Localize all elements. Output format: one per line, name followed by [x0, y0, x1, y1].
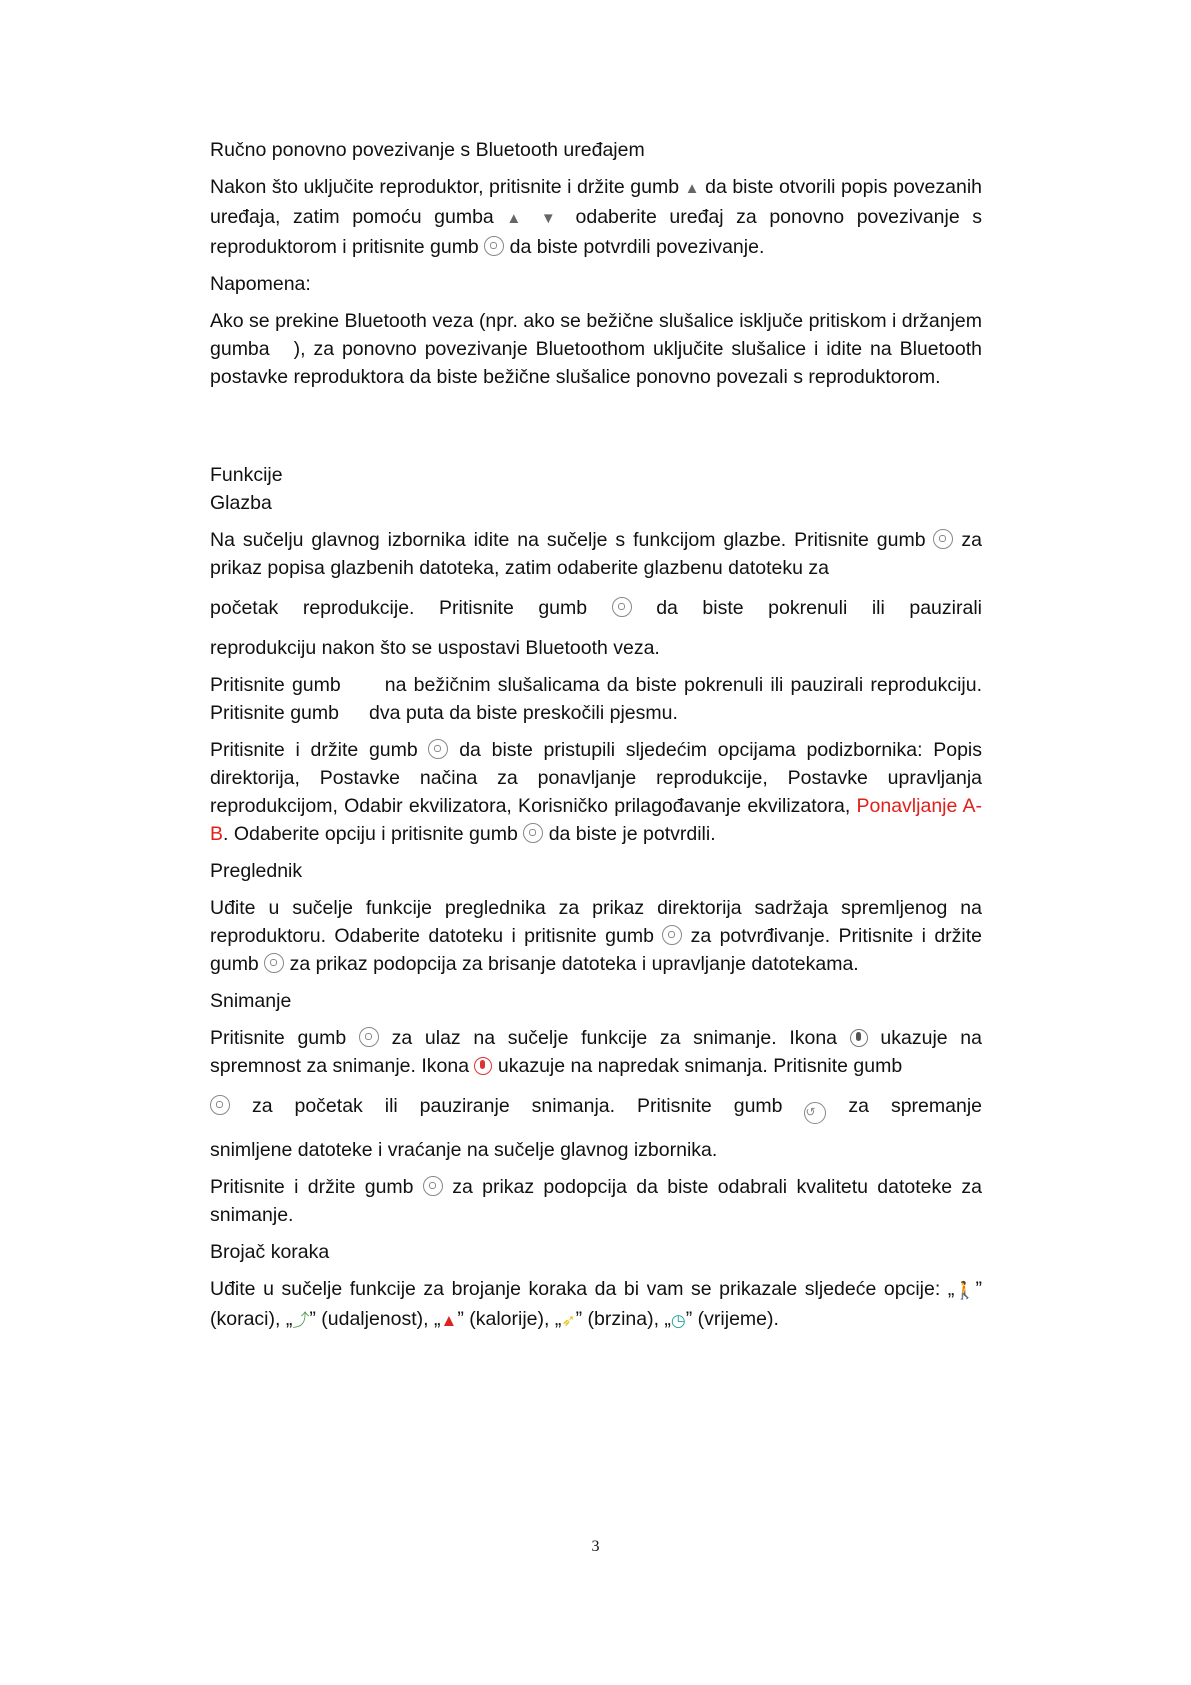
subsection-title-music: Glazba: [210, 492, 272, 514]
triangle-up-icon: ▲: [684, 180, 700, 197]
paragraph-music-3: reprodukciju nakon što se uspostavi Bluetooth veza.: [210, 637, 660, 659]
subsection-title-recording: Snimanje: [210, 990, 292, 1012]
walking-person-icon: 🚶: [954, 1281, 976, 1300]
microphone-icon: [850, 1029, 868, 1047]
paragraph-recording-2: za početak ili pauziranje snimanja. Pritisnite gumb ↺ za spremanje: [210, 1092, 982, 1124]
subsection-title-browser: Preglednik: [210, 860, 303, 882]
paragraph-recording-3: snimljene datoteke i vraćanje na sučelje glavnog izbornika.: [210, 1139, 718, 1161]
paragraph-pedometer: Uđite u sučelje funkcije za brojanje koraka da bi vam se prikazale sljedeće opcije: „🚶” (koraci), „⤴” (udaljenost), „▲” (kalorije), „➶” (brzina), „◷” (vrijeme).: [210, 1275, 982, 1335]
round-button-icon: [264, 953, 284, 973]
paragraph-browser: Uđite u sučelje funkcije preglednika za prikaz direktorija sadržaja spremljenog na reproduktoru. Odaberite datoteku i pritisnite gumb za potvrđivanje. Pritisnite i držite gumb za prikaz podopcija za brisanje datoteka i upravljanje datotekama.: [210, 897, 982, 975]
back-button-icon: ↺: [804, 1102, 826, 1124]
section-title-functions: Funkcije: [210, 464, 283, 486]
paragraph-music-5: Pritisnite i držite gumb da biste pristupili sljedećim opcijama podizbornika: Popis direktorija, Postavke načina za ponavljanje reprodukcije, Postavke upravljanja reprodukcijom, Odabir ekvilizatora, Korisničko prilagođavanje ekvilizatora, Ponavljanje A-B. Odaberite opciju i pritisnite gumb da biste je potvrdili.: [210, 739, 983, 845]
section-title-reconnect: Ručno ponovno povezivanje s Bluetooth uređajem: [210, 139, 645, 161]
round-button-icon: [210, 1095, 230, 1115]
clock-icon: ◷: [670, 1311, 686, 1330]
round-button-icon: [428, 739, 448, 759]
subsection-title-pedometer: Brojač koraka: [210, 1241, 330, 1263]
paragraph-recording-1: Pritisnite gumb za ulaz na sučelje funkcije za snimanje. Ikona ukazuje na spremnost za snimanje. Ikona ukazuje na napredak snimanja. Pritisnite gumb: [210, 1027, 982, 1077]
note-label: Napomena:: [210, 273, 311, 295]
round-button-icon: [359, 1027, 379, 1047]
paragraph-recording-4: Pritisnite i držite gumb za prikaz podopcija da biste odabrali kvalitetu datoteke za snimanje.: [210, 1176, 983, 1226]
page-number: 3: [591, 1538, 600, 1555]
speed-icon: ➶: [561, 1311, 576, 1330]
triangle-up-icon: ▲: [506, 210, 529, 227]
round-button-icon: [933, 529, 953, 549]
distance-icon: ⤴: [292, 1311, 310, 1330]
recording-microphone-icon: [474, 1057, 492, 1075]
document-page: [210, 136, 982, 1335]
paragraph-music-1: Na sučelju glavnog izbornika idite na sučelje s funkcijom glazbe. Pritisnite gumb za prikaz popisa glazbenih datoteka, zatim odaberite glazbenu datoteku za: [210, 529, 982, 579]
paragraph-reconnect: Nakon što uključite reproduktor, pritisnite i držite gumb ▲ da biste otvorili popis povezanih uređaja, zatim pomoću gumba ▲ ▼ odaberite uređaj za ponovno povezivanje s reproduktorom i pritisnite gumb da biste potvrdili povezivanje.: [210, 176, 983, 258]
flame-icon: ▲: [440, 1311, 458, 1330]
round-button-icon: [484, 236, 504, 256]
triangle-down-icon: ▼: [540, 210, 563, 227]
paragraph-note: Ako se prekine Bluetooth veza (npr. ako se bežične slušalice isključe pritiskom i držanjem gumba ), za ponovno povezivanje Bluetoothom uključite slušalice i idite na Bluetooth postavke reproduktora da biste bežične slušalice ponovno povezali s reproduktorom.: [210, 310, 982, 388]
round-button-icon: [423, 1176, 443, 1196]
round-button-icon: [612, 597, 632, 617]
paragraph-music-4: Pritisnite gumb na bežičnim slušalicama da biste pokrenuli ili pauzirali reprodukciju. Pritisnite gumb dva puta da biste preskočili pjesmu.: [210, 674, 983, 724]
highlight-repeat-ab: Ponavljanje A-B: [210, 795, 982, 845]
round-button-icon: [662, 925, 682, 945]
paragraph-music-2: početak reprodukcije. Pritisnite gumb da biste pokrenuli ili pauzirali: [210, 597, 982, 619]
round-button-icon: [523, 823, 543, 843]
